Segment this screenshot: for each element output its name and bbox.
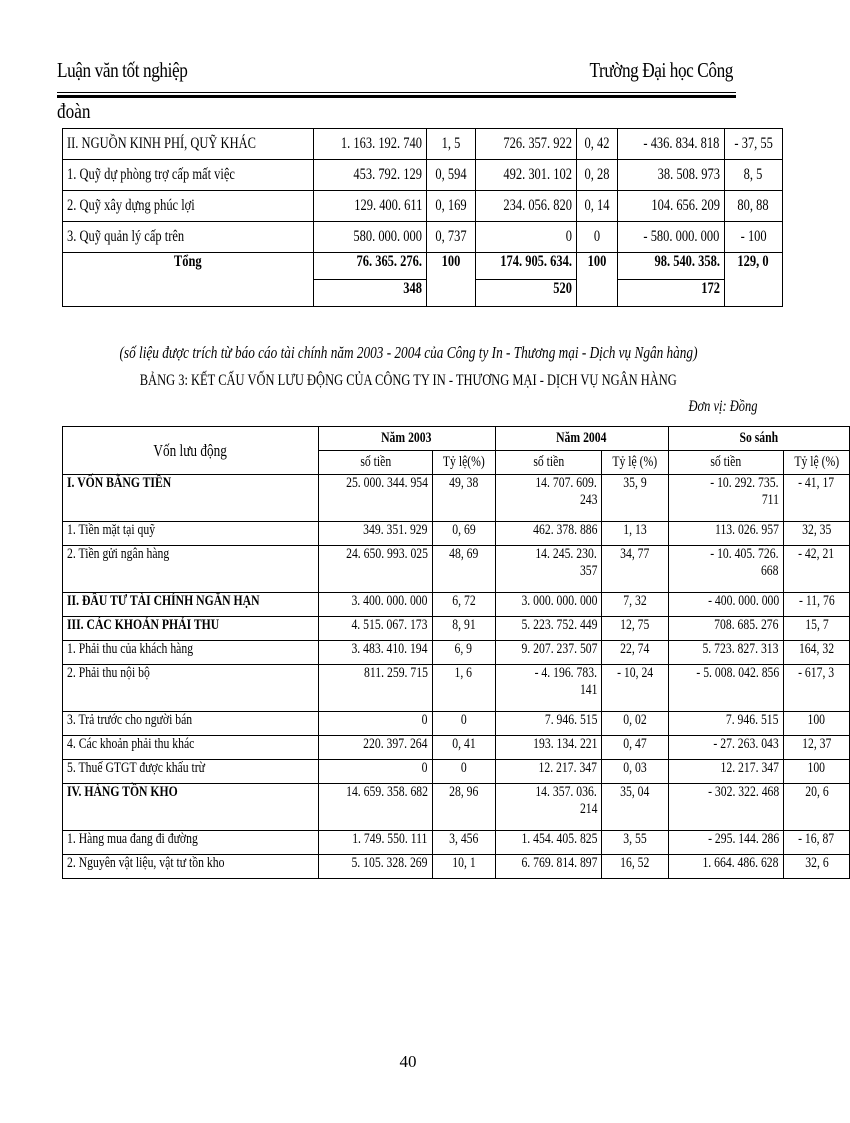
table-row [63,222,783,253]
table-row [63,641,850,665]
cell-ratio: 100 [441,253,461,270]
cell-value-cont: 141 [579,682,598,698]
table-row [63,593,850,617]
cell-value: 14. 707. 609. [535,475,598,491]
cell-ratio: 1, 13 [623,522,647,538]
cell-value: 5. 105. 328. 269 [351,855,428,871]
cell-ratio: - 10, 24 [616,665,653,681]
cell-value: 24. 650. 993. 025 [345,546,428,562]
col-header-ratio: Tỷ lệ (%) [612,454,658,470]
col-header-2003: Năm 2003 [381,430,432,446]
cell-value: 0 [565,228,573,245]
cell-value-cont: 711 [761,492,779,508]
cell-value-cont: 348 [403,280,423,297]
cell-ratio: 0 [594,228,601,245]
cell-ratio: 1, 5 [441,135,461,152]
cell-ratio: 1, 6 [454,665,473,681]
table-row [63,160,783,191]
source-note: (số liệu được trích từ báo cáo tài chính năm 2003 - 2004 của Công ty In - Thương mại - Dịch vụ Ngân hàng) [119,343,697,362]
cell-ratio: 0, 02 [623,712,647,728]
row-label: IV. HÀNG TỒN KHO [67,784,178,800]
cell-ratio: 0, 169 [435,197,467,214]
cell-value: - 302. 322. 468 [707,784,779,800]
cell-value: 7. 946. 515 [544,712,598,728]
cell-value: 5. 723. 827. 313 [702,641,779,657]
cell-value-cont: 172 [700,280,720,297]
cell-ratio: 0, 03 [623,760,647,776]
cell-ratio: - 11, 76 [798,593,835,609]
cell-ratio: 0, 42 [584,135,610,152]
cell-value: 193. 134. 221 [532,736,598,752]
table-row [63,475,850,522]
col-header-ratio: Tỷ lệ(%) [442,454,485,470]
cell-ratio: 10, 1 [452,855,476,871]
cell-ratio: 164, 32 [798,641,835,657]
row-label: 1. Hàng mua đang đi đường [67,831,198,847]
cell-ratio: 6, 72 [452,593,476,609]
cell-ratio: 22, 74 [620,641,650,657]
cell-value-cont: 520 [553,280,573,297]
table-row [63,784,850,831]
cell-value: - 10. 405. 726. [710,546,779,562]
cell-value: 76. 365. 276. [356,253,423,270]
cell-value: 726. 357. 922 [503,135,573,152]
cell-value-cont: 357 [579,563,598,579]
row-label: II. ĐẦU TƯ TÀI CHÍNH NGẮN HẠN [67,593,260,609]
cell-value: 9. 207. 237. 507 [521,641,598,657]
cell-value: 3. 483. 410. 194 [351,641,428,657]
row-label: 2. Nguyên vật liệu, vật tư tồn kho [67,855,225,871]
row-label: I. VỐN BẰNG TIỀN [67,475,172,491]
cell-ratio: 8, 5 [743,166,763,183]
cell-ratio: 6, 9 [454,641,473,657]
cell-value: - 436. 834. 818 [643,135,720,152]
cell-ratio: - 37, 55 [733,135,773,152]
cell-ratio: 48, 69 [449,546,479,562]
cell-ratio: 12, 75 [620,617,650,633]
row-label: 3. Trả trước cho người bán [67,712,193,728]
cell-value-cont: 214 [579,801,598,817]
cell-ratio: 0, 737 [435,228,467,245]
cell-ratio: - 100 [740,228,767,245]
cell-value: - 580. 000. 000 [643,228,720,245]
cell-ratio: 0, 47 [623,736,647,752]
table-row [63,760,850,784]
col-header-2004: Năm 2004 [556,430,607,446]
header-rule-thin [57,92,736,93]
cell-ratio: 0, 14 [584,197,610,214]
cell-ratio: 3, 55 [623,831,647,847]
cell-ratio: 35, 9 [623,475,647,491]
cell-value: 6. 769. 814. 897 [521,855,598,871]
cell-ratio: 3, 456 [449,831,479,847]
table-row [63,617,850,641]
table-title: BẢNG 3: KẾT CẤU VỐN LƯU ĐỘNG CỦA CÔNG TY IN - THƯƠNG MẠI - DỊCH VỤ NGÂN HÀNG [139,372,677,389]
cell-value: 3. 400. 000. 000 [351,593,428,609]
cell-ratio: 35, 04 [620,784,650,800]
cell-value: 1. 749. 550. 111 [352,831,428,847]
cell-value: 492. 301. 102 [503,166,573,183]
row-label: 1. Tiền mặt tại quỹ [67,522,156,538]
cell-ratio: 32, 35 [801,522,832,538]
cell-ratio: - 16, 87 [798,831,835,847]
cell-value: 234. 056. 820 [503,197,573,214]
cell-value: 5. 223. 752. 449 [521,617,598,633]
header-right: Trường Đại học Công [589,58,733,82]
cell-ratio: 100 [587,253,607,270]
cell-ratio: 16, 52 [620,855,650,871]
row-label: 5. Thuế GTGT được khấu trừ [67,760,206,776]
cell-value: 462. 378. 886 [532,522,598,538]
cell-value: 0 [421,712,428,728]
cell-value: 129. 400. 611 [354,197,423,214]
cell-ratio: 0, 41 [452,736,476,752]
cell-value-cont: 243 [579,492,598,508]
cell-ratio: 12, 37 [801,736,832,752]
table-row [63,522,850,546]
table-row [63,191,783,222]
cell-ratio: 20, 6 [804,784,829,800]
row-label: 2. Quỹ xây dựng phúc lợi [67,197,195,214]
col-header-amount: số tiền [532,454,564,470]
table-row [63,665,850,712]
header-row [63,427,850,451]
cell-value: 25. 000. 344. 954 [345,475,428,491]
table-row [63,736,850,760]
row-label: 3. Quỹ quản lý cấp trên [67,228,185,245]
cell-ratio: - 42, 21 [798,546,835,562]
col-header-ratio: Tỷ lệ (%) [794,454,839,470]
cell-ratio: 49, 38 [449,475,479,491]
cell-value: 0 [421,760,428,776]
cell-ratio: 28, 96 [449,784,479,800]
cell-value: 349. 351. 929 [363,522,428,538]
row-label: 1. Quỹ dự phòng trợ cấp mất việc [67,166,235,183]
cell-ratio: 8, 91 [452,617,476,633]
cell-ratio: 100 [807,712,826,728]
table-row [63,129,783,160]
total-label: Tổng [174,253,202,270]
row-label: 2. Tiền gửi ngân hàng [67,546,170,562]
cell-ratio: 32, 6 [804,855,829,871]
table-row [63,712,850,736]
cell-value: 708. 685. 276 [714,617,779,633]
cell-ratio: 0 [460,712,467,728]
cell-ratio: 0, 28 [584,166,610,183]
cell-value: 12. 217. 347 [720,760,779,776]
cell-value: 14. 659. 358. 682 [345,784,428,800]
header-left: Luận văn tốt nghiệp [57,58,188,82]
cell-value: 4. 515. 067. 173 [351,617,428,633]
cell-value: - 10. 292. 735. [710,475,779,491]
cell-ratio: 34, 77 [620,546,650,562]
page-number: 40 [399,1052,417,1071]
cell-value: - 4. 196. 783. [534,665,598,681]
working-capital-table [62,426,850,879]
cell-value: 113. 026. 957 [714,522,779,538]
cell-value: 14. 245. 230. [535,546,598,562]
cell-value: 7. 946. 515 [726,712,779,728]
row-label: 1. Phải thu của khách hàng [67,641,194,657]
cell-value: 3. 000. 000. 000 [521,593,598,609]
row-label: III. CÁC KHOẢN PHẢI THU [67,617,220,633]
cell-ratio: 80, 88 [737,197,769,214]
col-header-amount: số tiền [359,454,391,470]
cell-ratio: 0, 69 [452,522,476,538]
cell-value: 1. 664. 486. 628 [702,855,779,871]
cell-ratio: 15, 7 [804,617,829,633]
cell-value: 104. 656. 209 [650,197,720,214]
cell-value: 38. 508. 973 [657,166,720,183]
row-label: 2. Phải thu nội bộ [67,665,150,681]
col-header-capital: Vốn lưu động [153,440,228,460]
cell-value: 12. 217. 347 [538,760,598,776]
cell-value: 174. 905. 634. [500,253,573,270]
cell-ratio: 7, 32 [623,593,647,609]
cell-value: - 27. 263. 043 [713,736,779,752]
cell-value-cont: 668 [761,563,779,579]
table-row [63,855,850,879]
row-label: 4. Các khoản phải thu khác [67,736,195,752]
cell-value: 14. 357. 036. [535,784,598,800]
cell-value: 811. 259. 715 [363,665,428,681]
col-header-compare: So sánh [739,430,779,446]
cell-ratio: - 41, 17 [798,475,835,491]
unit-note: Đơn vị: Đồng [688,398,758,415]
table-row [63,831,850,855]
cell-value: 98. 540. 358. [654,253,720,270]
cell-ratio: 0 [460,760,467,776]
table-row [63,546,850,593]
cell-value: 1. 163. 192. 740 [341,135,423,152]
cell-value: 453. 792. 129 [353,166,423,183]
cell-ratio: - 617, 3 [798,665,835,681]
col-header-amount: số tiền [710,454,742,470]
row-label: II. NGUỒN KINH PHÍ, QUỸ KHÁC [67,135,256,152]
cell-value: - 400. 000. 000 [707,593,779,609]
cell-ratio: 100 [807,760,826,776]
funds-table [62,128,783,307]
cell-value: - 5. 008. 042. 856 [695,665,779,681]
total-row [63,253,783,280]
cell-ratio: 0, 594 [435,166,467,183]
header-continuation: đoàn [57,99,91,123]
cell-value: 220. 397. 264 [363,736,428,752]
cell-value: - 295. 144. 286 [707,831,779,847]
cell-ratio: 129, 0 [737,253,769,270]
cell-value: 1. 454. 405. 825 [521,831,598,847]
cell-value: 580. 000. 000 [353,228,423,245]
header-rule-thick [57,95,736,98]
